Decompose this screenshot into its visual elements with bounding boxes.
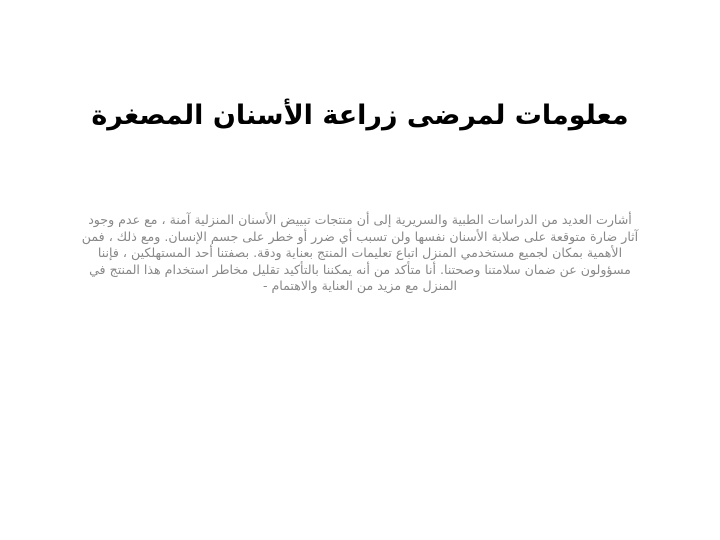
slide-body-text: أشارت العديد من الدراسات الطبية والسريرية إلى أن منتجات تبييض الأسنان المنزلية آمنة ، مع عدم وجود آثار ضارة متوقعة على صلابة الأسنان نفسها ولن تسبب أي ضرر أو خطر على جسم الإنسان. ومع ذلك ، فمن الأهمية بمكان لجميع مستخدمي المنزل اتباع تعليمات المنتج بعناية ودقة. بصفتنا أحد المستهلكين ، فإننا مسؤولون عن ضمان سلامتنا وصحتنا. أنا متأكد من أنه يمكننا بالتأكيد تقليل مخاطر استخدام هذا المنتج في المنزل مع مزيد من العناية والاهتمام - [81, 212, 639, 294]
slide-title: معلومات لمرضى زراعة الأسنان المصغرة [91, 100, 629, 131]
